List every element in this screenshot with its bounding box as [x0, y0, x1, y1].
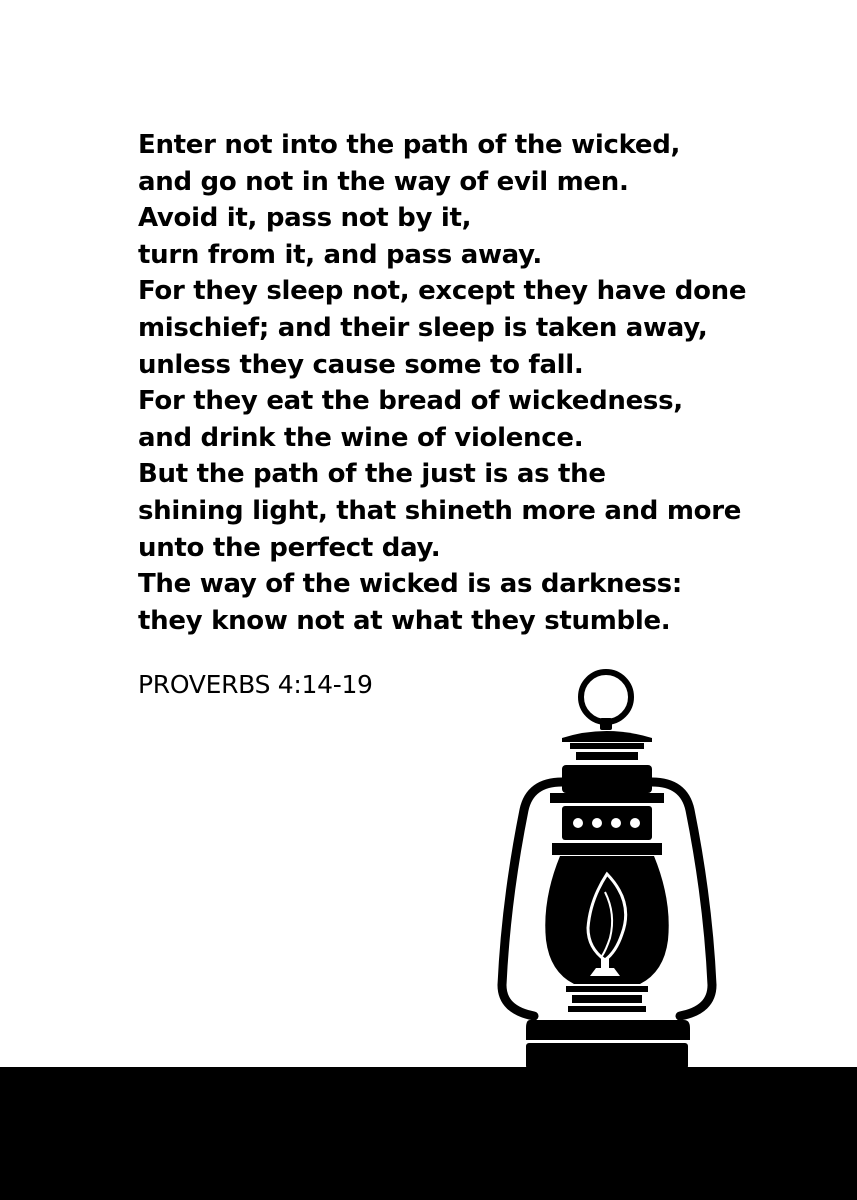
- verse-line: turn from it, and pass away.: [138, 239, 542, 270]
- verse-line: they know not at what they stumble.: [138, 605, 671, 636]
- verse-text: [138, 127, 838, 639]
- verse-reference: PROVERBS 4:14-19: [138, 670, 373, 699]
- verse-line: The way of the wicked is as darkness:: [138, 569, 682, 600]
- lantern-cap: [562, 731, 652, 742]
- verse-line: Enter not into the path of the wicked,: [138, 130, 681, 160]
- verse-line: But the path of the just is as the: [138, 459, 606, 490]
- verse-line: For they eat the bread of wickedness,: [138, 386, 683, 417]
- lantern-ring: [581, 672, 631, 722]
- verse-line: and go not in the way of evil men.: [138, 166, 629, 197]
- lantern-ring-stem: [600, 718, 612, 730]
- verse-line: Avoid it, pass not by it,: [138, 203, 472, 234]
- lantern-upper-body: [562, 765, 652, 793]
- verse-line: mischief; and their sleep is taken away,: [138, 312, 708, 343]
- ground-band: [0, 1067, 857, 1200]
- oil-lantern-icon: [480, 660, 740, 1080]
- verse-line: shining light, that shineth more and more: [138, 495, 742, 526]
- verse-line: unless they cause some to fall.: [138, 349, 584, 380]
- lantern-base: [526, 1020, 690, 1040]
- verse-line: and drink the wine of violence.: [138, 422, 584, 453]
- verse-line: For they sleep not, except they have done: [138, 276, 747, 307]
- verse-line: unto the perfect day.: [138, 532, 441, 563]
